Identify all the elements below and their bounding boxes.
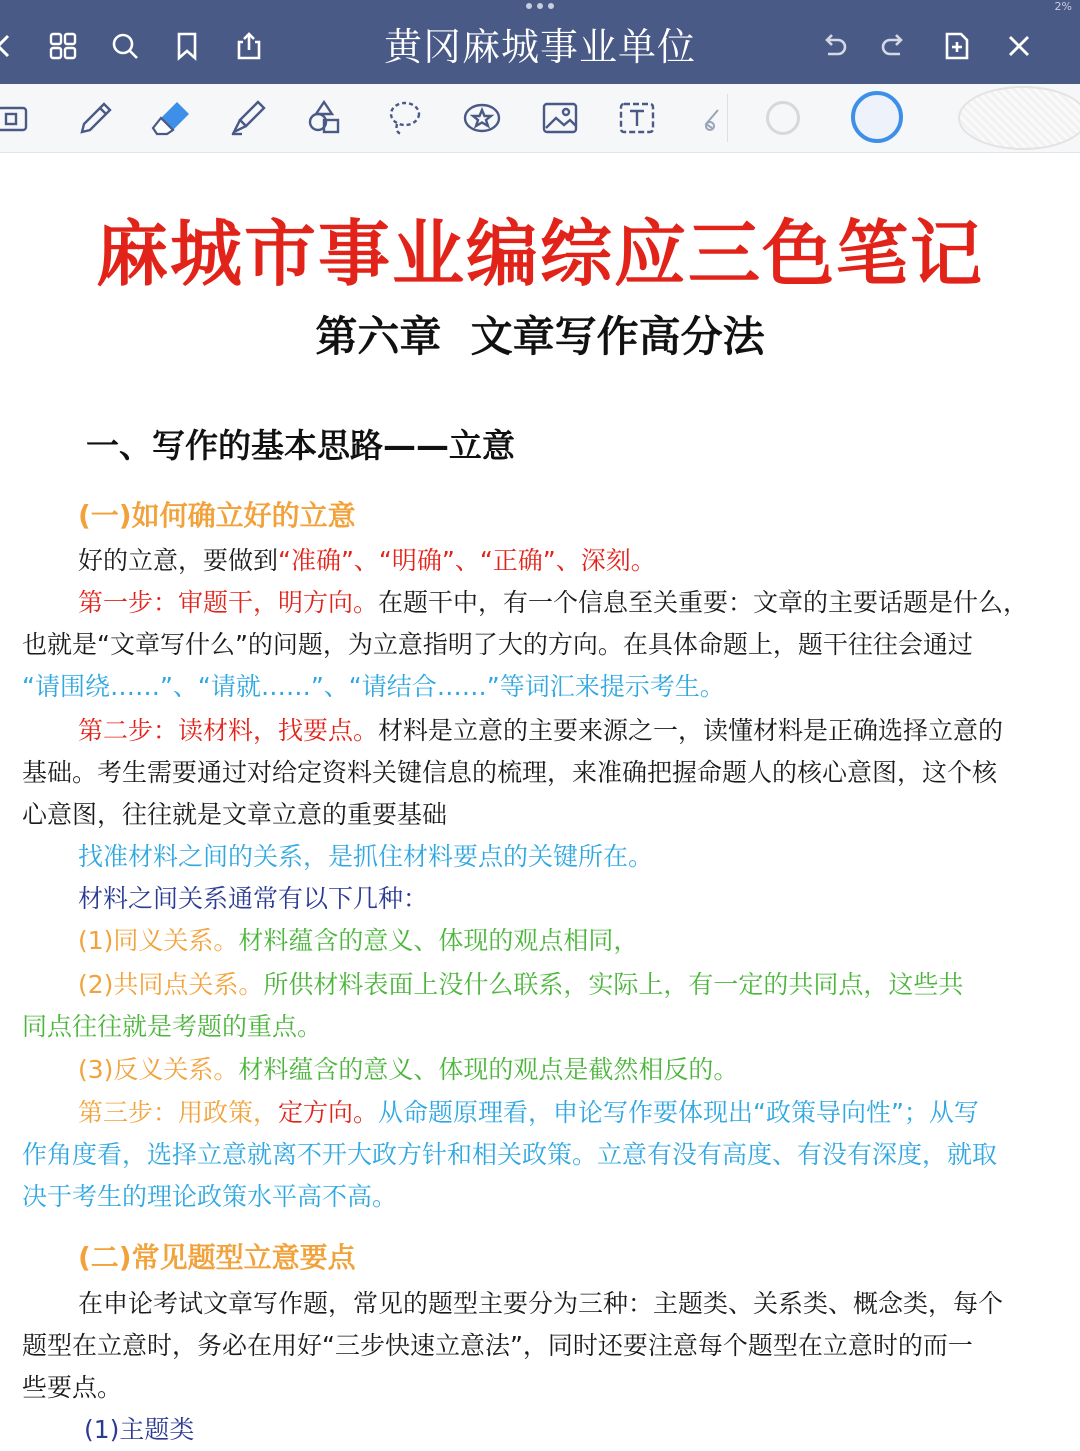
relation-3-line [78,1049,1080,1091]
step2-line-3: 心意图，往往就是文章立意的重要基础 [22,800,448,829]
section-heading: 一、写作的基本思路——立意 [86,426,515,465]
app-title: 黄冈麻城事业单位 [383,25,696,69]
stroke-size-swatch[interactable] [958,86,1080,150]
paragraph-good-intent [78,540,1080,582]
step3-line-1 [78,1092,1080,1134]
laser-icon[interactable] [690,98,714,138]
step1-line-1 [78,582,1080,624]
page-layout-icon[interactable] [0,98,34,138]
text-plain: 在题干中，有一个信息至关重要：文章的主要话题是什么， [378,588,1029,617]
paragraph-types-line-3: 些要点。 [22,1373,123,1402]
undo-icon[interactable] [818,30,850,62]
step1-line-2: 也就是“文章写什么”的问题，为立意指明了大的方向。在具体命题上，题干往往会通过 [22,630,973,659]
drag-handle[interactable] [526,3,554,9]
color-swatch-light[interactable] [766,101,800,135]
step1-label: 第一步：审题干，明方向。 [78,588,379,617]
pen-icon[interactable] [76,98,116,138]
relation-1-line [78,920,1080,962]
close-icon[interactable] [1003,30,1035,62]
text-icon[interactable] [617,98,657,138]
document-title: 麻城市事业编综应三色笔记 [95,212,984,296]
toolbar-divider [727,94,728,142]
app-header [0,0,1080,84]
chapter-heading: 第六章 文章写作高分法 [315,312,765,361]
step1-line-3: “请围绕……”、“请就……”、“请结合……”等词汇来提示考生。 [22,672,725,701]
type-1-heading: (1)主题类 [84,1415,195,1444]
eraser-icon[interactable] [151,98,191,138]
relation-2-line-2: 同点往往就是考题的重点。 [22,1012,323,1041]
shapes-icon[interactable] [306,98,346,138]
step2-line-2: 基础。考生需要通过对给定资料关键信息的梳理，来准确把握命题人的核心意图，这个核 [22,758,998,787]
subsection-heading-1: (一)如何确立好的立意 [78,499,356,532]
step2-line-1 [78,710,1080,752]
relation-intro-line: 材料之间关系通常有以下几种： [78,884,429,913]
image-icon[interactable] [540,98,580,138]
text-plain: 材料是立意的主要来源之一，读懂材料是正确选择立意的 [378,716,1004,745]
step3-label-b: 定方向。 [278,1098,379,1127]
step3-line-2: 作角度看，选择立意就离不开大政方针和相关政策。立意有没有高度、有没有深度，就取 [22,1140,998,1169]
redo-icon[interactable] [878,30,910,62]
step3-line-3: 决于考生的理论政策水平高不高。 [22,1182,398,1211]
relation-3-label: (3)反义关系。 [78,1055,239,1084]
step3-label-a: 第三步：用政策， [78,1098,279,1127]
color-swatch-selected[interactable] [851,91,903,143]
sticker-icon[interactable] [462,98,502,138]
step2-label: 第二步：读材料，找要点。 [78,716,379,745]
text-plain: 好的立意，要做到 [78,546,279,575]
relation-1-label: (1)同义关系。 [78,926,239,955]
relation-3-text: 材料蕴含的意义、体现的观点是截然相反的。 [238,1055,739,1084]
highlighter-icon[interactable] [228,98,268,138]
step3-text: 从命题原理看，申论写作要体现出“政策导向性”；从写 [378,1098,979,1127]
text-red: “准确”、“明确”、“正确”、深刻。 [278,546,656,575]
key-relation-line: 找准材料之间的关系，是抓住材料要点的关键所在。 [78,842,654,871]
lasso-icon[interactable] [385,98,425,138]
relation-2-text: 所供材料表面上没什么联系，实际上，有一定的共同点，这些共 [263,970,964,999]
relation-1-text: 材料蕴含的意义、体现的观点相同， [238,926,639,955]
tool-bar [0,84,1080,153]
relation-2-line-1 [78,964,1080,1006]
relation-2-label: (2)共同点关系。 [78,970,264,999]
paragraph-types-line-2: 题型在立意时，务必在用好“三步快速立意法”，同时还要注意每个题型在立意时的而一 [22,1331,973,1360]
subsection-heading-2: (二)常见题型立意要点 [78,1241,356,1274]
paragraph-types-line-1: 在申论考试文章写作题，常见的题型主要分为三种：主题类、关系类、概念类，每个 [78,1289,1004,1318]
add-page-icon[interactable] [941,30,973,62]
status-indicator: 2% [1054,0,1072,13]
